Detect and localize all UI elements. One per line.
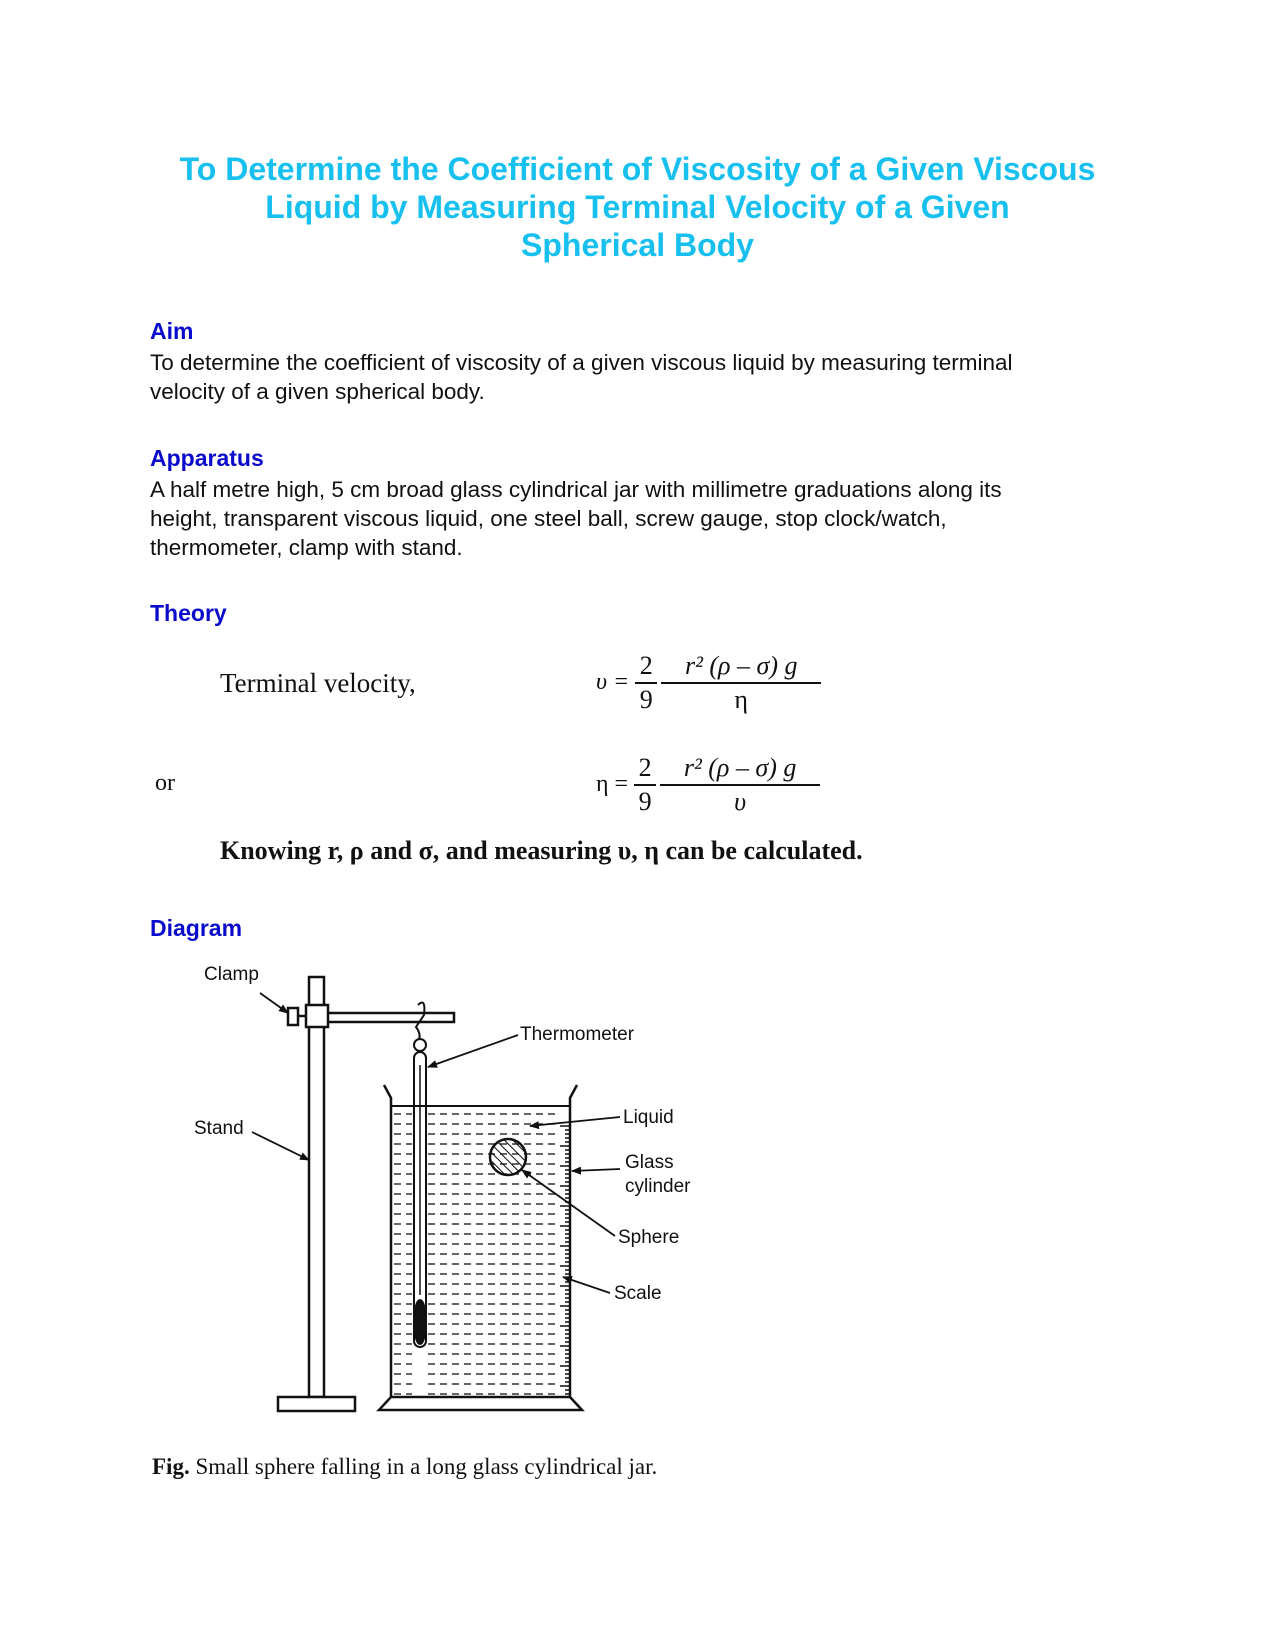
scale [560,1126,570,1394]
apparatus-line-3: thermometer, clamp with stand. [150,535,463,560]
eq1-coef-num: 2 [639,651,653,680]
eq1-lhs: υ = [596,669,630,696]
eq2-label: or [155,770,175,796]
eq1-denominator: η [734,684,749,714]
diagram-heading: Diagram [150,915,243,941]
figure-caption [152,1454,657,1480]
apparatus-heading: Apparatus [150,445,264,471]
theory-heading: Theory [150,600,227,626]
eq1-coef-den: 9 [639,684,653,714]
label-stand: Stand [194,1118,244,1139]
theory-conclusion: Knowing r, ρ and σ, and measuring υ, η can be calculated. [220,836,863,865]
title-line-3: Spherical Body [521,227,754,263]
liquid-arrow [530,1117,620,1126]
apparatus-line-2: height, transparent viscous liquid, one steel ball, screw gauge, stop clock/watch, [150,506,947,531]
caption-label: Fig. [152,1454,190,1479]
thermometer [414,1003,426,1347]
label-sphere: Sphere [618,1227,680,1248]
aim-line-2: velocity of a given spherical body. [150,379,485,404]
thermometer-arrow [428,1035,518,1067]
caption-text: Small sphere falling in a long glass cylindrical jar. [189,1454,658,1479]
label-scale: Scale [614,1283,662,1304]
label-glass-2: cylinder [625,1176,691,1197]
sphere [490,1139,526,1175]
label-liquid: Liquid [623,1107,674,1128]
eq2-denominator: υ [734,786,747,816]
label-clamp: Clamp [204,964,259,985]
glass-cylinder-arrow [572,1169,620,1171]
stand [278,977,355,1411]
aim-line-1: To determine the coefficient of viscosity of a given viscous liquid by measuring terminal [150,350,1013,375]
aim-heading: Aim [150,318,194,344]
label-glass-1: Glass [625,1152,674,1173]
label-thermometer: Thermometer [520,1024,635,1045]
stand-arrow [252,1132,309,1160]
eq2-coef-num: 2 [638,753,652,782]
title-line-2: Liquid by Measuring Terminal Velocity of a Given [265,189,1010,225]
clamp-arrow [260,993,288,1013]
eq2-lhs: η = [596,771,629,798]
clamp [288,1005,454,1027]
eq1-numerator: r² (ρ – σ) g [684,651,798,680]
eq1-label: Terminal velocity, [220,668,416,698]
title-line-1: To Determine the Coefficient of Viscosity of a Given Viscous [179,151,1096,187]
eq2-numerator: r² (ρ – σ) g [683,753,797,782]
apparatus-line-1: A half metre high, 5 cm broad glass cylindrical jar with millimetre graduations along its [150,477,1002,502]
eq2-coef-den: 9 [638,786,652,816]
